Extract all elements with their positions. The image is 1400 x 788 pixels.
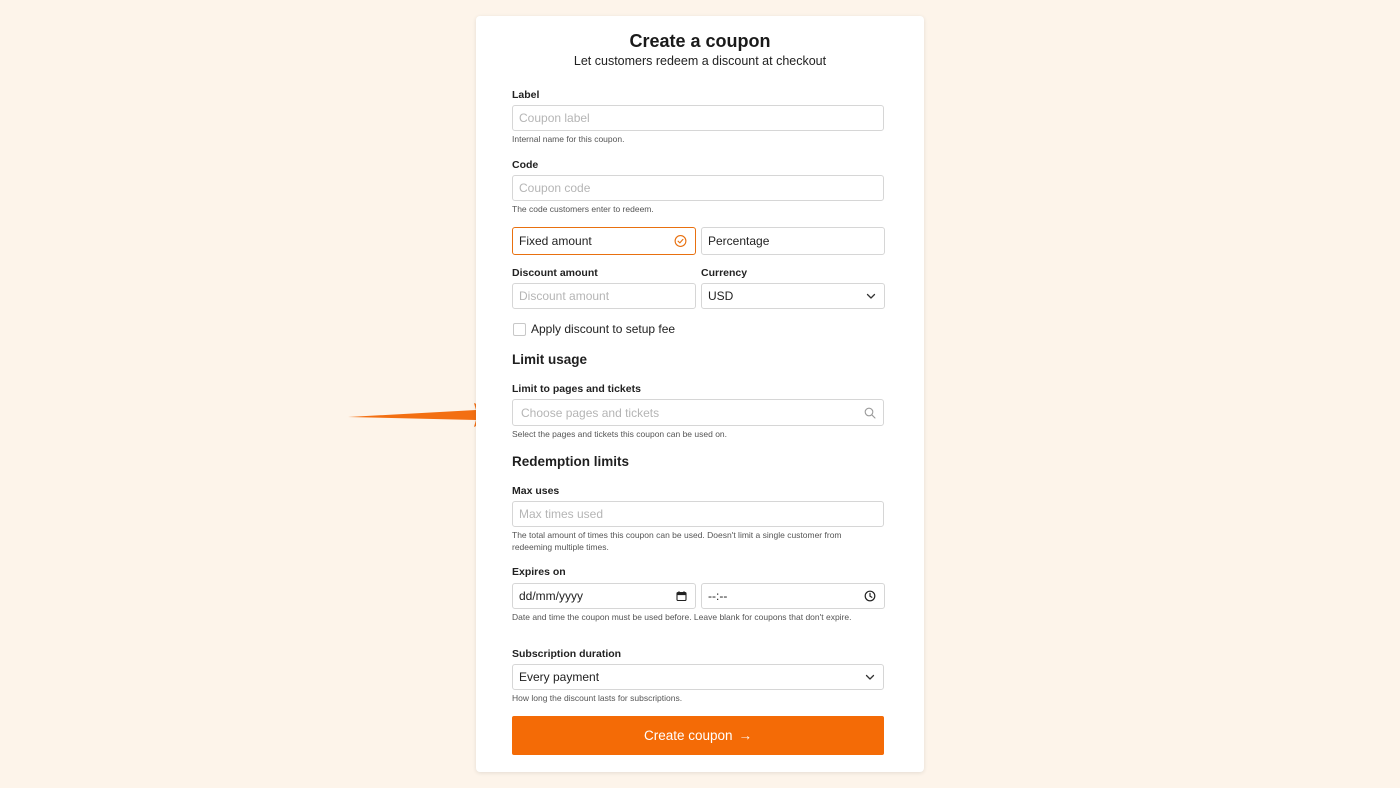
currency-select[interactable]: [701, 283, 885, 309]
arrow-right-icon: →: [738, 728, 753, 743]
currency-label: Currency: [701, 267, 748, 279]
discount-amount-label: Discount amount: [512, 267, 598, 279]
date-placeholder: dd/mm/yyyy: [519, 589, 584, 603]
max-uses-label: Max uses: [512, 485, 560, 497]
max-uses-help: The total amount of times this coupon can be used. Doesn't limit a single customer from redeeming multiple times.: [512, 530, 842, 552]
create-coupon-label: Create coupon: [643, 728, 733, 743]
check-circle-icon: [674, 235, 687, 248]
time-placeholder: --:--: [708, 589, 728, 603]
page-title: Create a coupon: [629, 31, 771, 51]
code-field-label: Code: [512, 159, 539, 171]
redemption-limits-heading: Redemption limits: [512, 454, 630, 469]
percentage-option[interactable]: [701, 227, 885, 255]
subscription-duration-help: How long the discount lasts for subscriptions.: [512, 693, 683, 703]
clock-icon: [864, 590, 876, 602]
setup-fee-checkbox[interactable]: [513, 323, 526, 336]
label-field-label: Label: [512, 89, 540, 101]
fixed-amount-option[interactable]: [512, 227, 696, 255]
fixed-amount-label: Fixed amount: [519, 234, 592, 248]
create-coupon-card: [476, 16, 924, 772]
coupon-label-input[interactable]: [512, 105, 884, 131]
label-field-help: Internal name for this coupon.: [512, 134, 625, 144]
chevron-down-icon: [865, 672, 875, 682]
percentage-label: Percentage: [708, 234, 770, 248]
limit-pages-help: Select the pages and tickets this coupon can be used on.: [512, 429, 728, 439]
chevron-down-icon: [866, 291, 876, 301]
expires-help: Date and time the coupon must be used before. Leave blank for coupons that don't expire.: [512, 612, 852, 622]
code-field-help: The code customers enter to redeem.: [512, 204, 654, 214]
pages-tickets-search[interactable]: [512, 399, 884, 426]
currency-value: USD: [708, 289, 734, 303]
search-icon: [864, 407, 876, 419]
subscription-duration-select[interactable]: [512, 664, 884, 690]
subscription-duration-value: Every payment: [519, 670, 600, 684]
page-subtitle: Let customers redeem a discount at checkout: [573, 54, 827, 68]
limit-usage-heading: Limit usage: [512, 352, 588, 367]
pages-tickets-input[interactable]: [512, 399, 884, 426]
limit-pages-label: Limit to pages and tickets: [512, 383, 641, 395]
expires-on-label: Expires on: [512, 566, 566, 578]
setup-fee-label: Apply discount to setup fee: [531, 322, 676, 336]
subscription-duration-label: Subscription duration: [512, 648, 622, 660]
expires-time-input[interactable]: [701, 583, 885, 609]
expires-date-input[interactable]: [512, 583, 696, 609]
calendar-icon: [676, 591, 687, 602]
discount-amount-input[interactable]: [512, 283, 696, 309]
create-coupon-button[interactable]: [512, 716, 884, 755]
max-uses-input[interactable]: [512, 501, 884, 527]
coupon-code-input[interactable]: [512, 175, 884, 201]
